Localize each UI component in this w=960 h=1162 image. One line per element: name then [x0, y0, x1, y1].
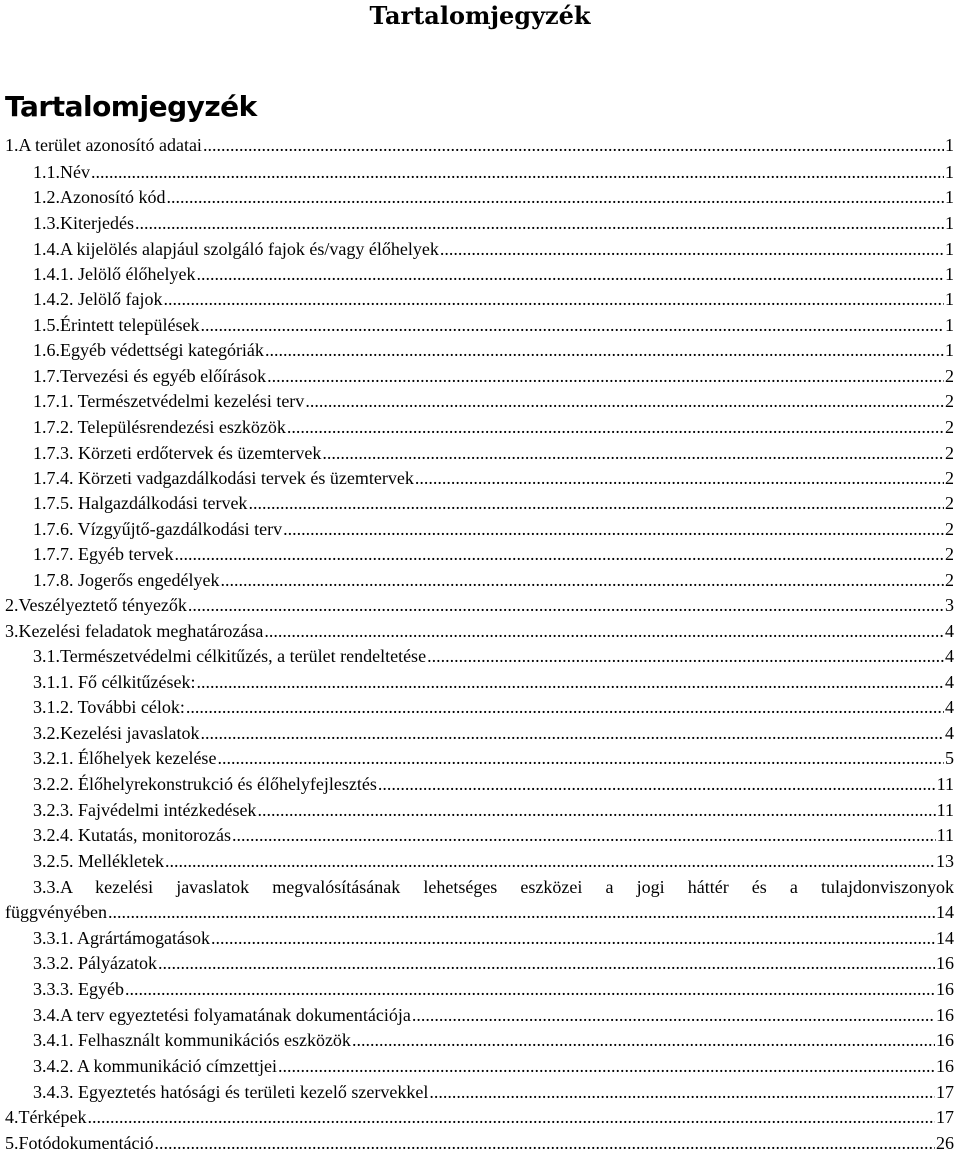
toc-entry-text: 1.7.7. Egyéb tervek	[33, 544, 174, 564]
toc-page-number: 4	[945, 697, 954, 717]
toc-page-number: 17	[936, 1107, 954, 1127]
toc-entry[interactable]	[33, 238, 954, 260]
toc-entry-text: 1.7.8. Jogerős engedélyek	[33, 570, 220, 590]
toc-page-number: 1	[945, 135, 954, 155]
toc-entry[interactable]	[33, 1004, 954, 1026]
toc-page-number: 13	[936, 851, 954, 871]
toc-entry-text: 1.6.Egyéb védettségi kategóriák	[33, 340, 264, 360]
dot-leader	[174, 543, 944, 565]
toc-entry-text: 3.Kezelési feladatok meghatározása	[5, 621, 264, 641]
toc-page-number: 16	[936, 1030, 954, 1050]
toc-entry[interactable]	[33, 799, 954, 821]
toc-entry-text: 2.Veszélyeztető tényezők	[5, 595, 187, 615]
toc-entry[interactable]	[33, 1055, 954, 1077]
toc-page-number: 4	[945, 723, 954, 743]
toc-entry[interactable]	[33, 492, 954, 514]
toc-entry[interactable]	[5, 1132, 954, 1154]
toc-entry-text: 3.4.A terv egyeztetési folyamatának dokumentációja	[33, 1005, 411, 1025]
dot-leader	[283, 518, 944, 540]
toc-entry-text: 1.7.3. Körzeti erdőtervek és üzemtervek	[33, 443, 322, 463]
page-title: Tartalomjegyzék	[369, 1, 591, 30]
toc-entry[interactable]	[33, 365, 954, 387]
toc-entry[interactable]	[33, 722, 954, 744]
dot-leader	[211, 927, 935, 949]
toc-page-number: 1	[945, 187, 954, 207]
dot-leader	[248, 492, 944, 514]
toc-entry-text: 1.2.Azonosító kód	[33, 187, 166, 207]
toc-entry[interactable]	[33, 339, 954, 361]
toc-entry[interactable]	[33, 467, 954, 489]
dot-leader	[188, 594, 944, 616]
toc-entry-text: 1.4.2. Jelölő fajok	[33, 289, 163, 309]
toc-entry[interactable]	[33, 645, 954, 667]
toc-page-number: 1	[945, 162, 954, 182]
toc-entry-text: 1.7.5. Halgazdálkodási tervek	[33, 493, 248, 513]
toc-page-number: 11	[936, 774, 954, 794]
toc-page-number: 11	[936, 800, 954, 820]
toc-page-number: 4	[945, 646, 954, 666]
toc-heading: Tartalomjegyzék	[5, 90, 257, 123]
toc-entry[interactable]	[33, 952, 954, 974]
toc-entry-text: függvényében	[5, 902, 107, 922]
toc-entry[interactable]	[33, 390, 954, 412]
dot-leader	[217, 747, 944, 769]
toc-entry[interactable]	[33, 927, 954, 949]
toc-entry-text: 3.3.1. Agrártámogatások	[33, 928, 210, 948]
toc-page-number: 17	[936, 1082, 954, 1102]
dot-leader	[158, 952, 935, 974]
dot-leader	[415, 467, 944, 489]
toc-entry[interactable]	[5, 620, 954, 642]
dot-leader	[378, 773, 936, 795]
toc-entry-text: 3.2.1. Élőhelyek kezelése	[33, 748, 217, 768]
toc-page-number: 2	[945, 493, 954, 513]
toc-page-number: 1	[945, 340, 954, 360]
dot-leader	[220, 569, 944, 591]
toc-page-number: 11	[936, 825, 954, 845]
toc-page-number: 1	[945, 264, 954, 284]
toc-entry-text: 5.Fotódokumentáció	[5, 1133, 154, 1153]
toc-entry-text: 3.2.5. Mellékletek	[33, 851, 164, 871]
dot-leader	[267, 365, 944, 387]
toc-page-number: 16	[936, 1056, 954, 1076]
toc-entry[interactable]	[33, 773, 954, 795]
toc-entry[interactable]	[5, 134, 954, 156]
toc-entry-text: 1.7.6. Vízgyűjtő-gazdálkodási terv	[33, 519, 283, 539]
dot-leader	[196, 671, 944, 693]
dot-leader	[200, 722, 944, 744]
dot-leader	[429, 1081, 935, 1103]
toc-entry-text: 3.2.3. Fajvédelmi intézkedések	[33, 800, 257, 820]
dot-leader	[352, 1029, 935, 1051]
toc-entry-text: 3.4.1. Felhasznált kommunikációs eszközök	[33, 1030, 351, 1050]
toc-entry-text: 3.3.3. Egyéb	[33, 979, 124, 999]
toc-page-number: 16	[936, 953, 954, 973]
toc-page-number: 14	[936, 902, 954, 922]
toc-page-number: 26	[936, 1133, 954, 1153]
toc-entry[interactable]	[33, 212, 954, 234]
dot-leader	[440, 238, 944, 260]
dot-leader	[165, 850, 935, 872]
toc-page-number: 2	[945, 544, 954, 564]
dot-leader	[125, 978, 935, 1000]
dot-leader	[412, 1004, 935, 1026]
dot-leader	[305, 390, 944, 412]
toc-entry-text: 4.Térképek	[5, 1107, 87, 1127]
toc-entry[interactable]	[33, 747, 954, 769]
toc-page-number: 2	[945, 391, 954, 411]
dot-leader	[232, 824, 936, 846]
toc-entry[interactable]	[33, 263, 954, 285]
toc-entry[interactable]	[33, 416, 954, 438]
toc-page-number: 1	[945, 315, 954, 335]
toc-entry-text: 1.7.Tervezési és egyéb előírások	[33, 366, 267, 386]
dot-leader	[264, 620, 944, 642]
toc-entry-text: 1.4.1. Jelölő élőhelyek	[33, 264, 196, 284]
dot-leader	[167, 186, 945, 208]
toc-entry[interactable]	[33, 518, 954, 540]
toc-entry-text: 3.4.2. A kommunikáció címzettjei	[33, 1056, 277, 1076]
toc-entry-text: 1.7.4. Körzeti vadgazdálkodási tervek és üzemtervek	[33, 468, 414, 488]
toc-entry[interactable]	[33, 824, 954, 846]
toc-entry-text: 1.7.2. Településrendezési eszközök	[33, 417, 286, 437]
toc-page-number: 4	[945, 672, 954, 692]
toc-entry[interactable]	[33, 288, 954, 310]
dot-leader	[154, 1132, 935, 1154]
dot-leader	[278, 1055, 935, 1077]
toc-entry[interactable]	[33, 314, 954, 336]
toc-entry[interactable]	[5, 901, 954, 923]
dot-leader	[322, 442, 944, 464]
toc-page-number: 2	[945, 468, 954, 488]
dot-leader	[203, 134, 944, 156]
toc-entry-text: 1.7.1. Természetvédelmi kezelési terv	[33, 391, 305, 411]
toc-page-number: 16	[936, 979, 954, 999]
toc-page-number: 2	[945, 443, 954, 463]
toc-entry[interactable]	[33, 1081, 954, 1103]
toc-page-number: 2	[945, 417, 954, 437]
toc-entry[interactable]	[33, 161, 954, 183]
dot-leader	[186, 696, 944, 718]
dot-leader	[108, 901, 935, 923]
dot-leader	[257, 799, 935, 821]
toc-entry-text: 1.4.A kijelölés alapjául szolgáló fajok és/vagy élőhelyek	[33, 239, 439, 259]
toc-entry-text: 1.1.Név	[33, 162, 90, 182]
toc-entry[interactable]	[33, 569, 954, 591]
toc-entry-text: 1.A terület azonosító adatai	[5, 135, 202, 155]
dot-leader	[427, 645, 944, 667]
toc-page-number: 2	[945, 519, 954, 539]
toc-entry[interactable]	[33, 1029, 954, 1051]
toc-entry[interactable]	[5, 594, 954, 616]
toc-entry[interactable]	[33, 186, 954, 208]
dot-leader	[200, 314, 944, 336]
toc-entry[interactable]	[5, 1106, 954, 1128]
dot-leader	[87, 1106, 935, 1128]
toc-entry-text: 3.1.2. További célok:	[33, 697, 185, 717]
toc-entry-text: 3.1.1. Fő célkitűzések:	[33, 672, 196, 692]
toc-entry-text: 3.3.A kezelési javaslatok megvalósításának lehetséges eszközei a jogi háttér és a tulajdonviszonyok	[33, 877, 954, 897]
toc-page-number: 2	[945, 366, 954, 386]
toc-entry[interactable]	[33, 671, 954, 693]
dot-leader	[135, 212, 944, 234]
toc-entry-text: 3.1.Természetvédelmi célkitűzés, a terület rendeltetése	[33, 646, 427, 666]
dot-leader	[163, 288, 944, 310]
toc-entry[interactable]	[33, 442, 954, 464]
toc-entry-text: 1.5.Érintett települések	[33, 315, 200, 335]
toc-entry-text: 3.2.4. Kutatás, monitorozás	[33, 825, 231, 845]
toc-page-number: 2	[945, 570, 954, 590]
toc-entry-text: 1.3.Kiterjedés	[33, 213, 134, 233]
toc-entry[interactable]	[33, 696, 954, 718]
toc-entry-text: 3.4.3. Egyeztetés hatósági és területi kezelő szervekkel	[33, 1082, 429, 1102]
toc-page-number: 5	[945, 748, 954, 768]
toc-page-number: 16	[936, 1005, 954, 1025]
dot-leader	[265, 339, 944, 361]
toc-page-number: 1	[945, 239, 954, 259]
toc-page-number: 4	[945, 621, 954, 641]
toc-entry-text: 3.2.Kezelési javaslatok	[33, 723, 200, 743]
dot-leader	[287, 416, 944, 438]
toc-page-number: 14	[936, 928, 954, 948]
toc-page-number: 1	[945, 213, 954, 233]
toc-page-number: 1	[945, 289, 954, 309]
toc-entry-text: 3.2.2. Élőhelyrekonstrukció és élőhelyfejlesztés	[33, 774, 377, 794]
toc-page-number: 3	[945, 595, 954, 615]
toc-entry-text: 3.3.2. Pályázatok	[33, 953, 157, 973]
dot-leader	[196, 263, 944, 285]
toc-entry[interactable]	[33, 543, 954, 565]
dot-leader	[91, 161, 944, 183]
toc-entry[interactable]	[33, 850, 954, 872]
toc-entry[interactable]	[33, 978, 954, 1000]
